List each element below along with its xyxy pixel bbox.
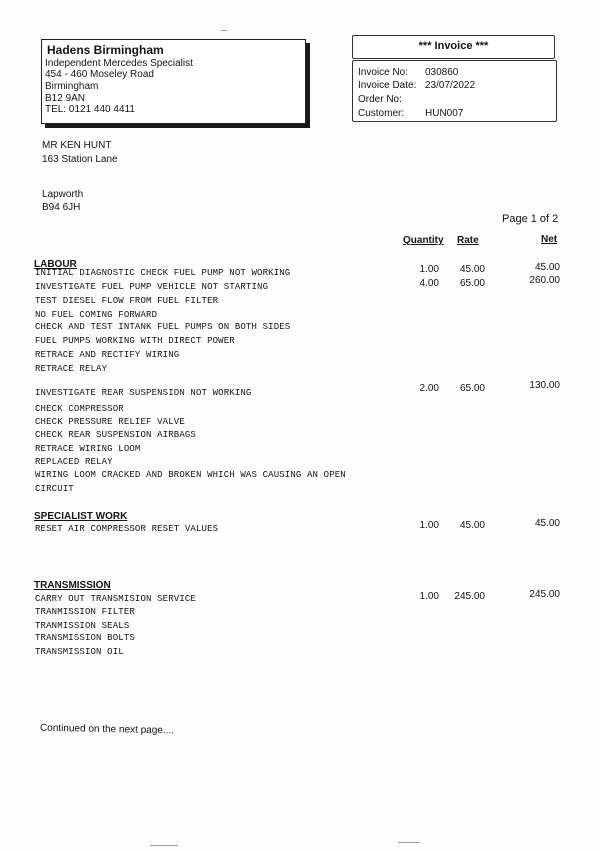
line-description: RESET AIR COMPRESSOR RESET VALUES (35, 524, 219, 534)
line-net: 45.00 (534, 518, 560, 529)
invoice-title: *** Invoice *** (418, 40, 489, 52)
line-rate: 45.00 (459, 520, 485, 531)
line-description: CHECK REAR SUSPENSION AIRBAGS (35, 430, 196, 440)
line-rate: 245.00 (454, 591, 485, 602)
line-quantity: 1.00 (419, 520, 439, 531)
company-phone: TEL: 0121 440 4411 (45, 104, 135, 115)
line-quantity: 4.00 (419, 278, 439, 289)
order-no-label: Order No: (358, 94, 402, 105)
line-description: NO FUEL COMING FORWARD (35, 310, 158, 320)
line-description: REPLACED RELAY (35, 457, 113, 467)
invoice-date-value: 23/07/2022 (425, 80, 476, 91)
line-description: RETRACE WIRING LOOM (35, 444, 141, 454)
customer-value: HUN007 (425, 108, 464, 119)
line-description: FUEL PUMPS WORKING WITH DIRECT POWER (35, 336, 235, 346)
invoice-title-box (352, 35, 555, 59)
company-street: 454 - 460 Moseley Road (45, 69, 154, 80)
section-title-transmission: TRANSMISSION (34, 580, 111, 591)
line-net: 130.00 (529, 380, 560, 391)
scan-mark (221, 30, 227, 31)
line-description: TRANSMISSION BOLTS (35, 633, 135, 643)
company-postcode: B12 9AN (45, 93, 86, 104)
invoice-no-label: Invoice No: (358, 67, 409, 78)
customer-street: 163 Station Lane (42, 154, 118, 165)
line-description: CHECK PRESSURE RELIEF VALVE (35, 417, 185, 427)
company-box (41, 39, 306, 124)
line-net: 45.00 (534, 262, 560, 273)
line-description: RETRACE RELAY (35, 364, 108, 374)
invoice-date-label: Invoice Date: (358, 80, 417, 91)
scan-mark (398, 842, 420, 843)
line-description: TEST DIESEL FLOW FROM FUEL FILTER (35, 296, 219, 306)
page-indicator: Page 1 of 2 (502, 213, 559, 225)
scan-mark (150, 845, 178, 846)
customer-town: Lapworth (42, 189, 84, 200)
line-description: TRANMISSION FILTER (35, 607, 135, 617)
company-city: Birmingham (45, 81, 99, 92)
line-description: CHECK COMPRESSOR (35, 404, 124, 414)
section-title-specialist-work: SPECIALIST WORK (34, 511, 128, 522)
line-rate: 65.00 (459, 383, 485, 394)
line-description: TRANMISSION SEALS (35, 621, 130, 631)
line-description: TRANSMISSION OIL (35, 647, 124, 657)
section-title-labour: LABOUR (34, 259, 77, 270)
line-quantity: 2.00 (419, 383, 439, 394)
invoice-no-value: 030860 (425, 67, 459, 78)
company-tagline: Independent Mercedes Specialist (45, 58, 193, 69)
line-net: 245.00 (529, 589, 560, 600)
line-quantity: 1.00 (419, 264, 439, 275)
rate-column-header: Rate (457, 235, 479, 246)
continued-note: Continued on the next page.... (39, 722, 175, 737)
line-description: CHECK AND TEST INTANK FUEL PUMPS ON BOTH SIDES (35, 322, 291, 332)
net-column-header: Net (541, 234, 558, 245)
line-description: INITIAL DIAGNOSTIC CHECK FUEL PUMP NOT WORKING (35, 268, 291, 278)
customer-name: MR KEN HUNT (42, 140, 112, 151)
company-name: Hadens Birmingham (47, 43, 164, 57)
customer-label: Customer: (358, 108, 405, 119)
line-description: CARRY OUT TRANSMISION SERVICE (35, 594, 196, 604)
line-description: RETRACE AND RECTIFY WIRING (35, 350, 180, 360)
line-net: 260.00 (529, 275, 560, 286)
line-description: WIRING LOOM CRACKED AND BROKEN WHICH WAS CAUSING AN OPEN (35, 470, 346, 480)
line-rate: 65.00 (459, 278, 485, 289)
line-description: CIRCUIT (35, 484, 74, 494)
customer-postcode: B94 6JH (42, 202, 81, 213)
invoice-details-box (352, 60, 557, 122)
line-description: INVESTIGATE REAR SUSPENSION NOT WORKING (35, 388, 252, 398)
quantity-column-header: Quantity (403, 235, 444, 246)
line-quantity: 1.00 (419, 591, 439, 602)
line-description: INVESTIGATE FUEL PUMP VEHICLE NOT STARTING (35, 282, 269, 292)
line-rate: 45.00 (459, 264, 485, 275)
